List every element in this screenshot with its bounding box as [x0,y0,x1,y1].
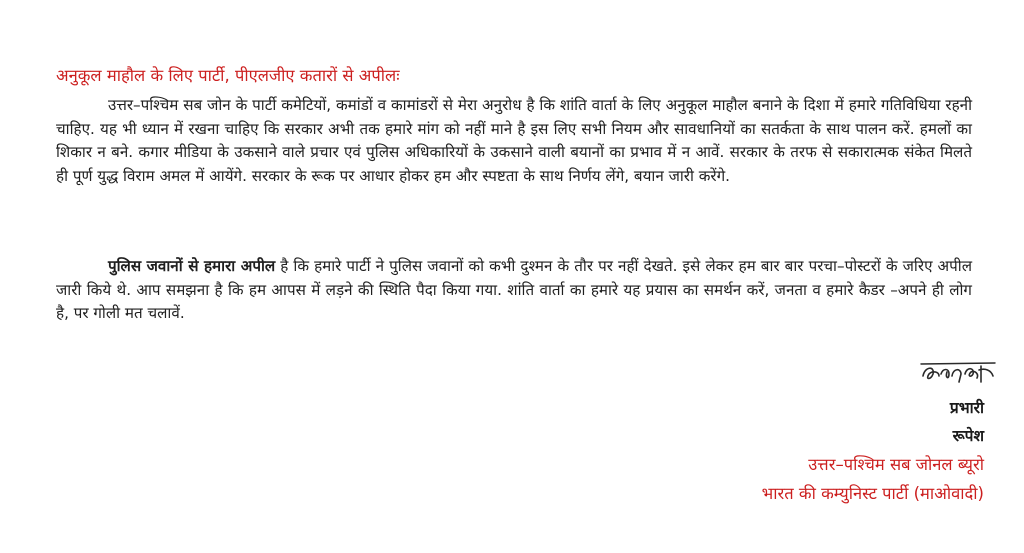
paragraph-2-text: है कि हमारे पार्टी ने पुलिस जवानों को कभी दुश्मन के तौर पर नहीं देखते. इसे लेकर हम बार बार परचा–पोस्टरों के जरिए अपील जारी किये थे. आप समझना है कि हम आपस में लड़ने की स्थिति पैदा किया गया. शांति वार्ता का हमारे यह प्रयास का समर्थन करें, जनता व हमारे कैडर –अपने ही लोग है, पर गोली मत चलावें. [56,257,972,322]
signatory-title: प्रभारी [949,399,984,417]
paragraph-2-lead: पुलिस जवानों से हमारा अपील [108,257,276,275]
paragraph-party-appeal [56,94,972,188]
paragraph-1-text: उत्तर–पश्चिम सब जोन के पार्टी कमेटियों, कमांडों व कामांडरों से मेरा अनुरोध है कि शांति वार्ता के लिए अनुकूल माहौल बनाने के दिशा में हमारे गतिविधिया रहनी चाहिए. यह भी ध्यान में रखना चाहिए कि सरकार अभी तक हमारे मांग को नहीं माने है इस लिए सभी नियम और सावधानियों का सतर्कता के साथ पालन करें. हमलों का शिकार न बने. कगार मीडिया के उकसाने वाले प्रचार एवं पुलिस अधिकारियों के उकसाने वाली बयानों का प्रभाव में न आवें. सरकार के तरफ से सकारात्मक संकेत मिलते ही पूर्ण युद्ध विराम अमल में आयेंगे. सरकार के रूक पर आधार होकर हम और स्पष्टता के साथ निर्णय लेंगे, बयान जारी करेंगे. [56,96,972,185]
signatory-name: रूपेश [952,427,984,445]
paragraph-police-appeal [56,255,972,326]
signatory-bureau: उत्तर–पश्चिम सब जोनल ब्यूरो [808,455,984,474]
handwritten-signature [919,358,999,388]
signatory-party: भारत की कम्युनिस्ट पार्टी (माओवादी) [761,484,984,503]
document-heading: अनुकूल माहौल के लिए पार्टी, पीएलजीए कतारों से अपीलः [56,66,400,85]
